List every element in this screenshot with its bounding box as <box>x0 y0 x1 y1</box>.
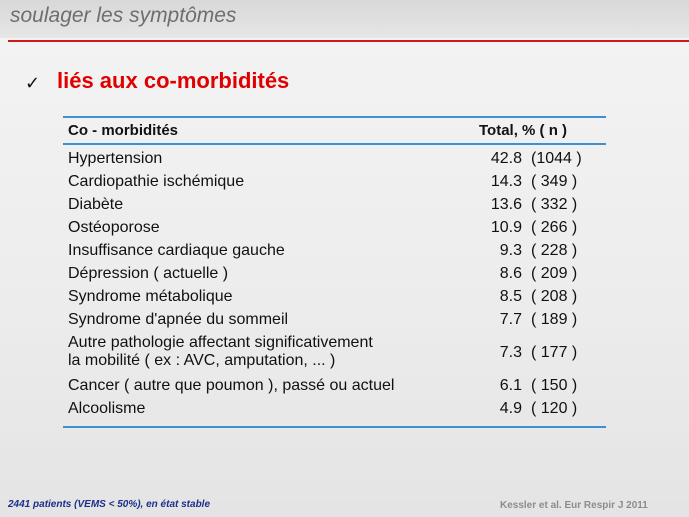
bullet-heading: liés aux co-morbidités <box>57 68 290 93</box>
row-total: 14.3 <box>490 173 522 190</box>
row-label-line-2: la mobilité ( ex : AVC, amputation, ... ) <box>68 352 336 369</box>
table-top-rule <box>63 116 606 118</box>
row-label: Insuffisance cardiaque gauche <box>68 242 285 259</box>
row-label <box>68 334 438 370</box>
row-label: Ostéoporose <box>68 219 160 236</box>
row-count: ( 266 ) <box>531 219 578 236</box>
row-label-line-1: Autre pathologie affectant significativement <box>68 334 373 351</box>
row-total: 7.7 <box>499 311 522 328</box>
row-count: ( 208 ) <box>531 288 578 305</box>
checkmark-icon: ✓ <box>25 73 41 94</box>
row-count: ( 120 ) <box>531 400 578 417</box>
footer-population-note: 2441 patients (VEMS < 50%), en état stable <box>8 499 211 510</box>
row-label: Dépression ( actuelle ) <box>68 265 229 282</box>
row-count: ( 209 ) <box>531 265 578 282</box>
row-total: 7.3 <box>499 344 522 361</box>
row-total: 6.1 <box>499 377 522 394</box>
row-label: Alcoolisme <box>68 400 146 417</box>
row-count: ( 228 ) <box>531 242 578 259</box>
row-count: (1044 ) <box>531 150 582 167</box>
slide-title: soulager les symptômes <box>10 4 237 27</box>
row-count: ( 150 ) <box>531 377 578 394</box>
row-count: ( 349 ) <box>531 173 578 190</box>
row-count: ( 189 ) <box>531 311 578 328</box>
row-label: Syndrome d'apnée du sommeil <box>68 311 289 328</box>
row-total: 42.8 <box>490 150 522 167</box>
row-label: Diabète <box>68 196 124 213</box>
row-label: Cancer ( autre que poumon ), passé ou actuel <box>68 377 395 394</box>
footer-citation: Kessler et al. Eur Respir J 2011 <box>500 500 648 511</box>
table-header-rule <box>63 143 606 145</box>
row-total: 9.3 <box>499 242 522 259</box>
row-total: 8.5 <box>499 288 522 305</box>
row-label: Cardiopathie ischémique <box>68 173 245 190</box>
row-count: ( 177 ) <box>531 344 578 361</box>
row-total: 8.6 <box>499 265 522 282</box>
row-total: 4.9 <box>499 400 522 417</box>
row-count: ( 332 ) <box>531 196 578 213</box>
row-total: 10.9 <box>490 219 522 236</box>
column-header-comorbidity: Co - morbidités <box>68 122 179 139</box>
title-underline <box>8 40 689 42</box>
table-bottom-rule <box>63 426 606 428</box>
column-header-total: Total, % ( n ) <box>479 122 568 139</box>
row-total: 13.6 <box>490 196 522 213</box>
row-label: Syndrome métabolique <box>68 288 233 305</box>
row-label: Hypertension <box>68 150 163 167</box>
